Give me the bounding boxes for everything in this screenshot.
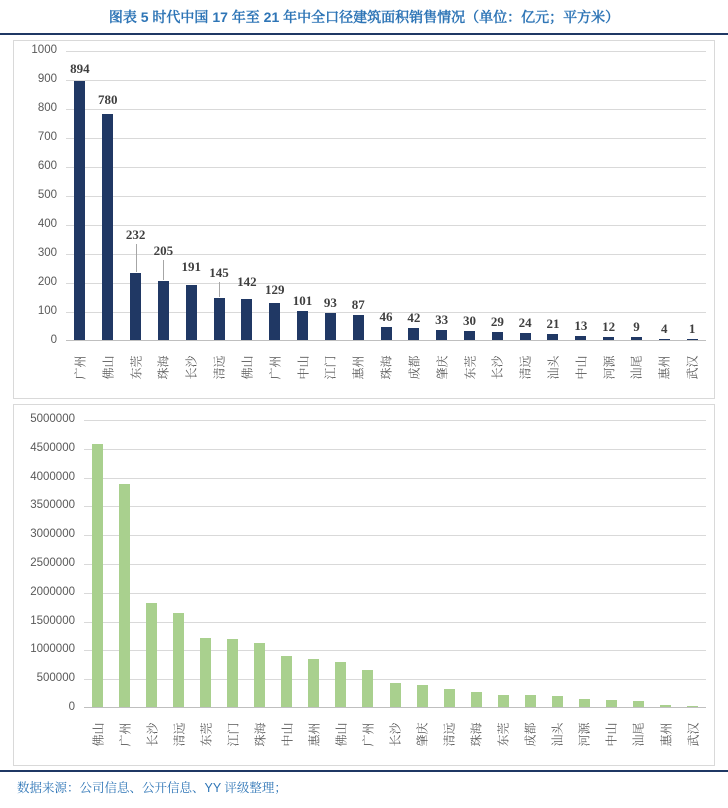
y-axis — [20, 44, 66, 346]
bar-河源 — [603, 337, 614, 340]
x-axis-label-cell — [428, 341, 456, 393]
bar-cell — [571, 420, 598, 707]
bar-cell — [544, 420, 571, 707]
x-axis-label-cell — [409, 708, 436, 760]
sales-amount-bar-chart — [20, 44, 706, 393]
x-axis-label: 汕尾 — [631, 721, 646, 747]
bar-cell — [623, 51, 651, 340]
bar-cell — [219, 420, 246, 707]
bar-广州 — [74, 81, 85, 340]
chart-plot-area — [20, 413, 706, 713]
x-axis-label: 武汉 — [686, 721, 701, 747]
bar-cell — [456, 51, 484, 340]
data-label-leader-line — [136, 244, 137, 272]
x-axis-label-cell — [84, 708, 111, 760]
bar-cell — [233, 51, 261, 340]
bar-cell — [409, 420, 436, 707]
bar-value-label: 93 — [323, 295, 337, 311]
bar-cell — [261, 51, 289, 340]
x-axis-label: 惠州 — [657, 354, 672, 380]
bar-cell — [246, 420, 273, 707]
bar-cell — [205, 51, 233, 340]
figure-title: 图表 5 时代中国 17 年至 21 年中全口径建筑面积销售情况（单位：亿元；平方米） — [108, 9, 620, 25]
header-divider — [0, 33, 728, 35]
x-axis-label-cell — [511, 341, 539, 393]
bar-东莞 — [464, 331, 475, 340]
bar-cell — [598, 420, 625, 707]
data-source-note: 数据来源：公司信息、公开信息、YY 评级整理； — [17, 781, 287, 795]
x-axis-label: 中山 — [604, 721, 619, 747]
bar-cell — [177, 51, 205, 340]
bar-广州 — [119, 484, 130, 707]
bar-cell — [517, 420, 544, 707]
y-axis — [20, 413, 84, 713]
bar-value-label: 145 — [209, 264, 229, 280]
bar-value-label: 129 — [264, 281, 285, 297]
bar-中山 — [575, 336, 586, 340]
bar-cell — [511, 51, 539, 340]
y-axis-tick-label: 3000000 — [30, 528, 75, 541]
bar-cell — [372, 51, 400, 340]
bar-cell — [316, 51, 344, 340]
y-axis-tick-label: 2000000 — [30, 585, 75, 598]
bar-佛山 — [335, 662, 346, 707]
bar-cell — [436, 420, 463, 707]
x-axis-label-cell — [354, 708, 381, 760]
x-axis-label: 珠海 — [469, 721, 484, 747]
x-axis-label-cell — [571, 708, 598, 760]
x-axis-label-cell — [316, 341, 344, 393]
bar-肇庆 — [436, 330, 447, 340]
bar-cell — [652, 420, 679, 707]
x-axis-label: 东莞 — [129, 354, 144, 380]
x-axis-label: 肇庆 — [415, 721, 430, 747]
x-axis-label: 惠州 — [351, 354, 366, 380]
bar-汕头 — [547, 334, 558, 340]
x-axis-label: 江门 — [226, 721, 241, 747]
x-axis-label: 成都 — [407, 354, 422, 380]
bar-长沙 — [186, 285, 197, 340]
y-axis-tick-label: 1500000 — [30, 614, 75, 627]
x-axis-label: 广州 — [118, 721, 133, 747]
y-axis-tick-label: 4500000 — [30, 441, 75, 454]
x-axis-label-cell — [300, 708, 327, 760]
x-axis-label-cell — [246, 708, 273, 760]
x-axis-label-cell — [327, 708, 354, 760]
bar-河源 — [579, 699, 590, 707]
x-axis-label-cell — [205, 341, 233, 393]
bar-cell — [679, 420, 706, 707]
bar-cell — [111, 420, 138, 707]
x-axis-label-cell — [678, 341, 706, 393]
x-axis-label-cell — [567, 341, 595, 393]
x-axis-label: 江门 — [323, 354, 338, 380]
x-axis-label: 清远 — [442, 721, 457, 747]
bar-珠海 — [471, 692, 482, 707]
x-axis-label-cell — [623, 341, 651, 393]
x-axis — [66, 341, 706, 393]
bar-东莞 — [130, 273, 141, 340]
bar-cell — [382, 420, 409, 707]
bar-武汉 — [687, 339, 698, 340]
x-axis-label: 长沙 — [490, 354, 505, 380]
x-axis-label: 肇庆 — [435, 354, 450, 380]
bar-cell — [400, 51, 428, 340]
y-axis-tick-label: 200 — [37, 276, 57, 288]
y-axis-tick-label: 100 — [37, 305, 57, 317]
bar-cell — [273, 420, 300, 707]
bar-cell — [625, 420, 652, 707]
y-axis-tick-label: 700 — [37, 131, 57, 143]
bar-cell — [678, 51, 706, 340]
plot-region — [84, 420, 706, 708]
x-axis-label-cell — [94, 341, 122, 393]
bar-cell — [327, 420, 354, 707]
sales-area-bar-chart — [20, 413, 706, 760]
bar-value-label: 232 — [125, 226, 146, 242]
x-axis-label: 珠海 — [253, 721, 268, 747]
x-axis-label-cell — [122, 341, 150, 393]
bar-长沙 — [146, 603, 157, 707]
x-axis-label-cell — [490, 708, 517, 760]
bar-value-label: 780 — [97, 91, 118, 107]
x-axis-label-cell — [177, 341, 205, 393]
x-axis-label-cell — [261, 341, 289, 393]
bar-佛山 — [102, 114, 113, 340]
x-axis-label: 清远 — [518, 354, 533, 380]
y-axis-tick-label: 1000 — [31, 44, 57, 56]
x-axis-label-cell — [66, 341, 94, 393]
x-axis-label: 长沙 — [184, 354, 199, 380]
bar-成都 — [525, 695, 536, 707]
x-axis-label: 中山 — [296, 354, 311, 380]
x-axis-label-cell — [650, 341, 678, 393]
x-axis-label: 长沙 — [145, 721, 160, 747]
bar-cell — [289, 51, 317, 340]
bar-value-label: 9 — [633, 319, 640, 335]
x-axis-label-cell — [539, 341, 567, 393]
bar-cell — [539, 51, 567, 340]
x-axis-label-cell — [598, 708, 625, 760]
bar-成都 — [408, 328, 419, 340]
bar-cell — [483, 51, 511, 340]
bar-清远 — [173, 613, 184, 707]
x-axis-label: 汕尾 — [629, 354, 644, 380]
bar-cell — [344, 51, 372, 340]
x-axis-label: 成都 — [523, 721, 538, 747]
bar-cell — [354, 420, 381, 707]
x-axis-label: 清远 — [172, 721, 187, 747]
x-axis-label: 武汉 — [685, 354, 700, 380]
x-axis-label: 河源 — [577, 721, 592, 747]
y-axis-tick-label: 500000 — [36, 672, 75, 685]
x-axis-label: 清远 — [212, 354, 227, 380]
y-axis-tick-label: 5000000 — [30, 413, 75, 425]
bar-value-label: 142 — [237, 273, 257, 289]
bar-江门 — [325, 313, 336, 340]
x-axis-label: 东莞 — [199, 721, 214, 747]
x-axis-label-cell — [273, 708, 300, 760]
bar-清远 — [214, 298, 225, 340]
bar-value-label: 29 — [490, 313, 504, 329]
x-axis-label-cell — [149, 341, 177, 393]
x-axis-label-cell — [544, 708, 571, 760]
x-axis-label-cell — [111, 708, 138, 760]
bar-value-label: 12 — [602, 318, 616, 334]
x-axis — [84, 708, 706, 760]
x-axis-label-cell — [679, 708, 706, 760]
x-axis-label: 佛山 — [101, 354, 116, 380]
bar-value-label: 87 — [351, 296, 365, 312]
figure-header — [0, 0, 728, 35]
x-axis-label: 广州 — [73, 354, 88, 380]
bar-东莞 — [200, 638, 211, 707]
y-axis-tick-label: 1000000 — [30, 643, 75, 656]
bar-cell — [192, 420, 219, 707]
y-axis-tick-label: 0 — [50, 334, 57, 346]
bar-汕头 — [552, 696, 563, 707]
bar-cell — [463, 420, 490, 707]
bar-value-label: 191 — [181, 258, 201, 274]
x-axis-label: 汕头 — [546, 354, 561, 380]
x-axis-label-cell — [400, 341, 428, 393]
x-axis-label: 佛山 — [91, 721, 106, 747]
sales-amount-chart-panel — [13, 40, 715, 399]
y-axis-tick-label: 900 — [37, 73, 57, 85]
bar-惠州 — [353, 315, 364, 340]
data-label-leader-line — [163, 260, 164, 280]
y-axis-tick-label: 500 — [37, 189, 57, 201]
bar-长沙 — [492, 332, 503, 340]
bar-value-label: 46 — [379, 308, 393, 324]
bar-cell — [300, 420, 327, 707]
x-axis-label: 珠海 — [156, 354, 171, 380]
x-axis-label-cell — [289, 341, 317, 393]
x-axis-label-cell — [483, 341, 511, 393]
bar-cell — [428, 51, 456, 340]
x-axis-label-cell — [219, 708, 246, 760]
bar-cell — [84, 420, 111, 707]
x-axis-label: 惠州 — [307, 721, 322, 747]
plot-region — [66, 51, 706, 341]
bar-cell — [650, 51, 678, 340]
bar-cell — [138, 420, 165, 707]
bar-肇庆 — [417, 685, 428, 707]
x-axis-label-cell — [652, 708, 679, 760]
x-axis-label: 佛山 — [334, 721, 349, 747]
x-axis-label: 惠州 — [659, 721, 674, 747]
x-axis-label-cell — [517, 708, 544, 760]
x-axis-label: 广州 — [268, 354, 283, 380]
bar-value-label: 33 — [435, 312, 449, 328]
bar-value-label: 24 — [518, 315, 532, 331]
x-axis-label: 中山 — [574, 354, 589, 380]
x-axis-label-cell — [372, 341, 400, 393]
x-axis-label-cell — [138, 708, 165, 760]
bar-珠海 — [158, 281, 169, 340]
bar-cell — [165, 420, 192, 707]
bar-value-label: 894 — [70, 60, 90, 76]
x-axis-label-cell — [344, 341, 372, 393]
bar-value-label: 13 — [574, 318, 588, 334]
x-axis-label-cell — [382, 708, 409, 760]
bar-中山 — [281, 656, 292, 707]
x-axis-label-cell — [595, 341, 623, 393]
x-axis-label: 珠海 — [379, 354, 394, 380]
x-axis-label: 东莞 — [496, 721, 511, 747]
y-axis-tick-label: 2500000 — [30, 557, 75, 569]
bar-value-label: 21 — [546, 315, 560, 331]
x-axis-label: 汕头 — [550, 721, 565, 747]
y-axis-tick-label: 4000000 — [30, 470, 75, 483]
bar-清远 — [520, 333, 531, 340]
bar-东莞 — [498, 695, 509, 707]
x-axis-label: 河源 — [602, 354, 617, 380]
x-axis-label: 东莞 — [463, 354, 478, 380]
x-axis-label: 中山 — [280, 721, 295, 747]
sales-area-chart-panel — [13, 404, 715, 766]
bar-江门 — [227, 639, 238, 707]
y-axis-tick-label: 0 — [68, 701, 75, 713]
bar-value-label: 101 — [292, 292, 313, 308]
bar-广州 — [269, 303, 280, 340]
bar-cell — [149, 51, 177, 340]
x-axis-label: 佛山 — [240, 354, 255, 380]
bar-中山 — [606, 700, 617, 707]
bar-惠州 — [660, 705, 671, 707]
y-axis-tick-label: 3500000 — [30, 499, 75, 512]
bar-珠海 — [381, 327, 392, 340]
y-axis-tick-label: 600 — [37, 160, 57, 172]
bar-value-label: 4 — [661, 320, 668, 336]
x-axis-label: 长沙 — [388, 721, 403, 747]
y-axis-tick-label: 800 — [37, 102, 57, 114]
x-axis-label: 广州 — [361, 721, 376, 747]
bar-珠海 — [254, 643, 265, 708]
bar-惠州 — [659, 339, 670, 340]
bar-清远 — [444, 689, 455, 707]
bar-value-label: 205 — [153, 242, 174, 258]
data-label-leader-line — [219, 282, 220, 297]
bar-cell — [66, 51, 94, 340]
x-axis-label-cell — [165, 708, 192, 760]
bar-cell — [122, 51, 150, 340]
bar-惠州 — [308, 659, 319, 707]
bar-中山 — [297, 311, 308, 340]
y-axis-tick-label: 400 — [37, 218, 57, 230]
y-axis-tick-label: 300 — [37, 247, 57, 259]
bar-佛山 — [241, 299, 252, 340]
x-axis-label-cell — [456, 341, 484, 393]
bar-广州 — [362, 670, 373, 707]
bar-cell — [567, 51, 595, 340]
bar-cell — [595, 51, 623, 340]
bar-武汉 — [687, 706, 698, 707]
bar-value-label: 42 — [407, 309, 421, 325]
bar-佛山 — [92, 444, 103, 707]
x-axis-label-cell — [463, 708, 490, 760]
bar-value-label: 1 — [688, 321, 696, 336]
x-axis-label-cell — [192, 708, 219, 760]
bar-cell — [94, 51, 122, 340]
bar-汕尾 — [633, 701, 644, 707]
bar-value-label: 30 — [463, 313, 476, 329]
x-axis-label-cell — [436, 708, 463, 760]
bar-cell — [490, 420, 517, 707]
bar-长沙 — [390, 683, 401, 707]
chart-plot-area — [20, 44, 706, 346]
x-axis-label-cell — [625, 708, 652, 760]
bar-汕尾 — [631, 337, 642, 340]
x-axis-label-cell — [233, 341, 261, 393]
